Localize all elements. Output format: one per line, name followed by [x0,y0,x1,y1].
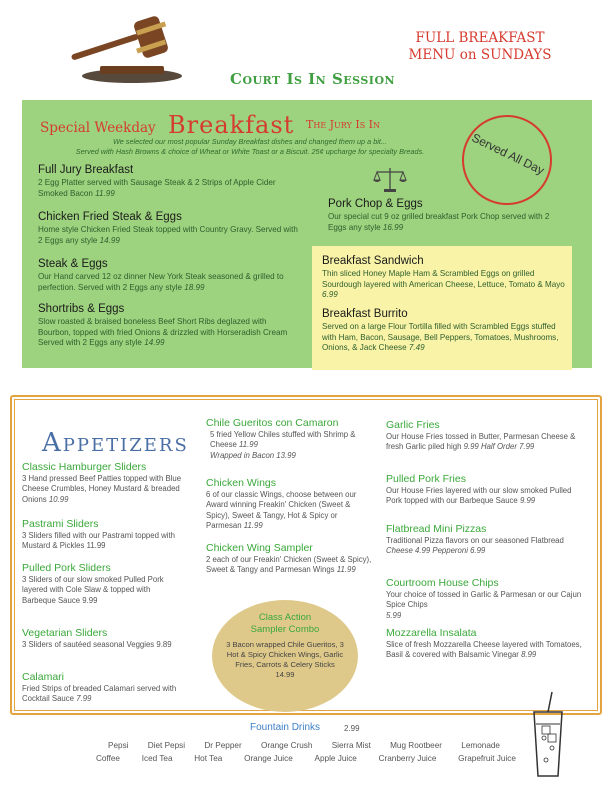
drink-item: Orange Juice [244,754,293,763]
appetizer-price: 11.99 [336,565,356,575]
breakfast-title: Breakfast [168,111,295,139]
sampler-title-line2: Sampler Combo [250,624,320,635]
appetizer-price: 5.99 [386,610,402,620]
gavel-icon [60,14,210,86]
breakfast-item [38,257,300,293]
appetizer-name: Calamari [22,671,65,683]
appetizer-price: 9.99 [82,595,98,605]
appetizer-extra: Half Order 7.99 [480,442,535,452]
item-desc: Slow roasted & braised boneless Beef Short Ribs deglazed with Bourbon, topped with fried Onions & drizzled with Horseradish Cream Served with 2 Eggs any style [38,317,288,347]
sampler-combo-desc [220,640,350,680]
appetizer-item [22,561,182,606]
appetizer-extra: Wrapped in Bacon 13.99 [210,450,296,460]
item-desc: 2 Egg Platter served with Sausage Steak & 2 Strips of Apple Cider Smoked Bacon [38,178,276,198]
appetizer-desc: Traditional Pizza flavors on our seasoned Flatbread [386,536,564,545]
appetizer-name: Pulled Pork Fries [386,473,466,485]
appetizer-price: Cheese 4.99 Pepperoni 6.99 [386,546,486,556]
drink-item: Sierra Mist [331,741,371,750]
appetizer-item [386,522,582,557]
appetizer-desc: 3 Sliders of our slow smoked Pulled Pork layered with Cole Slaw & topped with Barbeque Sauce [22,575,164,605]
appetizer-item [386,472,582,507]
drink-item: Iced Tea [141,754,173,763]
scales-of-justice-icon [372,165,408,193]
appetizer-item [22,517,202,552]
item-desc: Our special cut 9 oz grilled breakfast Pork Chop served with 2 Eggs any style [328,212,550,232]
appetizer-price: 7.99 [76,694,92,704]
appetizer-price: 9.99 [463,442,479,452]
drinks-row-sodas [108,741,500,750]
item-name: Shortribs & Eggs [38,303,125,315]
drink-item: Diet Pepsi [147,741,186,750]
item-price: 14.99 [99,235,120,245]
drink-item: Mug Rootbeer [390,741,442,750]
sampler-combo-title [212,612,358,636]
appetizer-desc: Our House Fries layered with our slow smoked Pulled Pork topped with our Barbeque Sauce [386,486,572,506]
drink-item: Hot Tea [194,754,223,763]
appetizer-name: Chicken Wings [206,477,277,489]
drink-item: Pepsi [108,741,129,750]
appetizer-price: 11.99 [243,520,263,530]
appetizer-desc: 3 Hand pressed Beef Patties topped with Blue Cheese Crumbles, Honey Mustard & breaded Onions [22,474,182,504]
appetizer-desc: Slice of fresh Mozzarella Cheese layered with Tomatoes, Basil & covered with Balsamic Vinegar [386,640,582,660]
appetizer-name: Flatbread Mini Pizzas [386,523,487,535]
jury-in-label: The Jury Is In [306,118,381,131]
breakfast-item [322,254,566,301]
appetizer-desc: 3 Sliders of sautéed seasonal Veggies [22,640,155,649]
drink-glass-icon [528,690,568,780]
appetizer-price: 9.89 [156,640,172,649]
appetizer-name: Vegetarian Sliders [22,627,108,639]
appetizer-item [386,626,582,661]
item-name: Steak & Eggs [38,258,108,270]
breakfast-intro [40,137,460,157]
fountain-drinks-price: 2.99 [344,724,360,733]
appetizer-name: Classic Hamburger Sliders [22,461,147,473]
full-breakfast-line2: MENU on SUNDAYS [408,47,552,63]
appetizer-name: Pulled Pork Sliders [22,562,111,574]
full-breakfast-notice [405,30,555,64]
item-name: Full Jury Breakfast [38,164,134,176]
court-title: Court Is In Session [230,70,396,88]
appetizers-title: Appetizers [42,428,189,458]
appetizer-item [386,418,582,453]
appetizer-item [206,476,374,531]
item-price: 16.99 [382,222,404,232]
item-name: Breakfast Sandwich [322,255,424,267]
sampler-price: 14.99 [275,670,295,679]
drink-item: Grapefruit Juice [458,754,516,763]
drinks-row-other [96,754,516,763]
appetizer-name: Courtroom House Chips [386,577,499,589]
appetizer-price: 11.99 [239,440,258,450]
breakfast-item [328,197,570,233]
breakfast-item [38,163,300,199]
sampler-title-line1: Class Action [258,612,312,623]
appetizer-name: Pastrami Sliders [22,518,99,530]
appetizer-desc: 2 each of our Freakin' Chicken (Sweet & Spicy), Sweet & Tangy and Parmesan Wings [206,555,372,575]
item-desc: Served on a large Flour Tortilla filled with Scrambled Eggs stuffed with Ham, Bacon, Sausage, Bell Peppers, Tomatoes, Mushrooms, Onions, & Jack Cheese [322,322,559,352]
appetizer-name: Mozzarella Insalata [386,627,477,639]
served-all-day-text: Served All Day [469,130,547,178]
fountain-drinks-title: Fountain Drinks [250,722,321,733]
breakfast-item [38,210,300,246]
drink-item: Cranberry Juice [378,754,437,763]
item-desc: Thin sliced Honey Maple Ham & Scrambled Eggs on grilled Sourdough layered with American Cheese, Lettuce, Tomato & Mayo [322,269,565,289]
item-price: 18.99 [184,282,205,292]
item-desc: Home style Chicken Fried Steak topped with Country Gravy. Served with 2 Eggs any style [38,225,298,245]
appetizer-name: Garlic Fries [386,419,440,431]
appetizer-item [206,541,374,576]
item-desc: Our Hand carved 12 oz dinner New York Steak seasoned & grilled to perfection. Served with 2 Eggs any style [38,272,284,292]
item-price: 6.99 [322,290,338,299]
appetizer-desc: Fried Strips of breaded Calamari served with Cocktail Sauce [22,684,177,704]
appetizer-item [22,626,172,650]
appetizer-name: Chile Gueritos con Camaron [206,417,339,429]
appetizer-price: 9.99 [519,496,536,506]
item-name: Breakfast Burrito [322,308,408,320]
intro-line2: Served with Hash Browns & choice of Wheat or White Toast or a Biscuit. 25¢ upcharge for specialty Breads. [75,147,425,156]
appetizer-price: 11.99 [86,541,106,551]
sampler-desc-text: 3 Bacon wrapped Chile Gueritos, 3 Hot & Spicy Chicken Wings, Garlic Fries, Carrots & Celery Sticks [226,640,344,669]
appetizer-desc: Our House Fries tossed in Butter, Parmesan Cheese & fresh Garlic piled high [386,432,576,452]
item-price: 7.49 [408,343,425,352]
full-breakfast-line1: FULL BREAKFAST [415,30,545,46]
drink-item: Orange Crush [260,741,313,750]
appetizer-name: Chicken Wing Sampler [206,542,313,554]
drink-item: Lemonade [461,741,500,750]
breakfast-item [38,302,300,349]
appetizer-price: 8.99 [521,650,537,660]
intro-line1: We selected our most popular Sunday Breakfast dishes and changed them up a bit... [112,137,388,146]
item-name: Pork Chop & Eggs [328,198,423,210]
item-name: Chicken Fried Steak & Eggs [38,211,182,223]
item-price: 11.99 [95,188,115,198]
appetizer-item [206,416,374,461]
appetizer-item [22,460,200,505]
appetizer-item [22,670,192,705]
breakfast-item [322,307,566,354]
drink-item: Dr Pepper [204,741,242,750]
appetizer-desc: Your choice of tossed in Garlic & Parmesan or our Cajun Spice Chips [386,590,582,610]
appetizer-price: 10.99 [48,494,69,504]
special-weekday-label: Special Weekday [40,120,156,136]
appetizer-item [386,576,582,621]
appetizer-desc: 5 fried Yellow Chiles stuffed with Shrimp & Cheese [210,430,356,450]
drink-item: Coffee [96,754,120,763]
drink-item: Apple Juice [314,754,357,763]
item-price: 14.99 [144,338,165,347]
appetizer-desc: 3 Sliders filled with our Pastrami topped with Mustard & Pickles [22,531,175,551]
appetizer-desc: 6 of our classic Wings, choose between our Award winning Freakin' Chicken (Sweet & Spicy), Sweet & Tangy, Hot & Spicy or Parmesan [206,490,357,530]
